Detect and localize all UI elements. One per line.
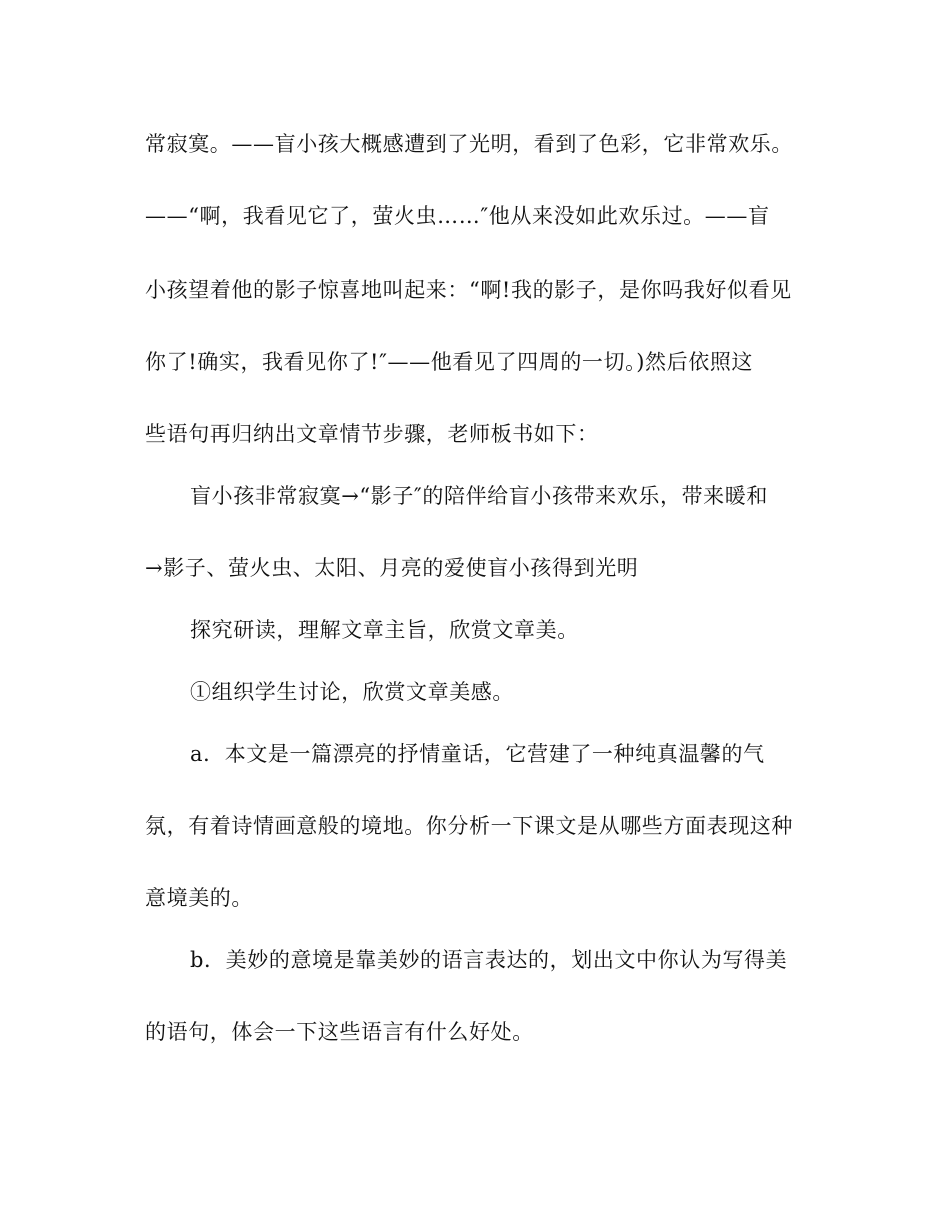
text-line: 你了!确实，我看见你了!″——他看见了四周的一切。)然后依照这	[145, 350, 754, 374]
text-line: ①组织学生讨论，欣赏文章美感。	[190, 680, 514, 704]
text-line: 些语句再归纳出文章情节步骤，老师板书如下：	[145, 422, 599, 446]
text-line: 氛，有着诗情画意般的境地。你分析一下课文是从哪些方面表现这种	[145, 814, 793, 838]
text-line: b．美妙的意境是靠美妙的语言表达的，划出文中你认为写得美	[190, 948, 788, 972]
text-line: 探究研读，理解文章主旨，欣赏文章美。	[190, 618, 579, 642]
text-line: 常寂寞。——盲小孩大概感遭到了光明，看到了色彩，它非常欢乐。	[145, 132, 793, 156]
text-line: ——“啊，我看见它了，萤火虫……″他从来没如此欢乐过。——盲	[145, 204, 770, 228]
text-line: a．本文是一篇漂亮的抒情童话，它营建了一种纯真温馨的气	[190, 742, 765, 766]
text-line: →影子、萤火虫、太阳、月亮的爱使盲小孩得到光明	[145, 556, 639, 580]
text-line: 意境美的。	[145, 886, 253, 910]
text-line: 的语句，体会一下这些语言有什么好处。	[145, 1020, 534, 1044]
text-line: 小孩望着他的影子惊喜地叫起来：“啊!我的影子，是你吗我好似看见	[145, 278, 792, 302]
text-line: 盲小孩非常寂寞→“影子″的陪伴给盲小孩带来欢乐，带来暖和	[190, 484, 768, 508]
